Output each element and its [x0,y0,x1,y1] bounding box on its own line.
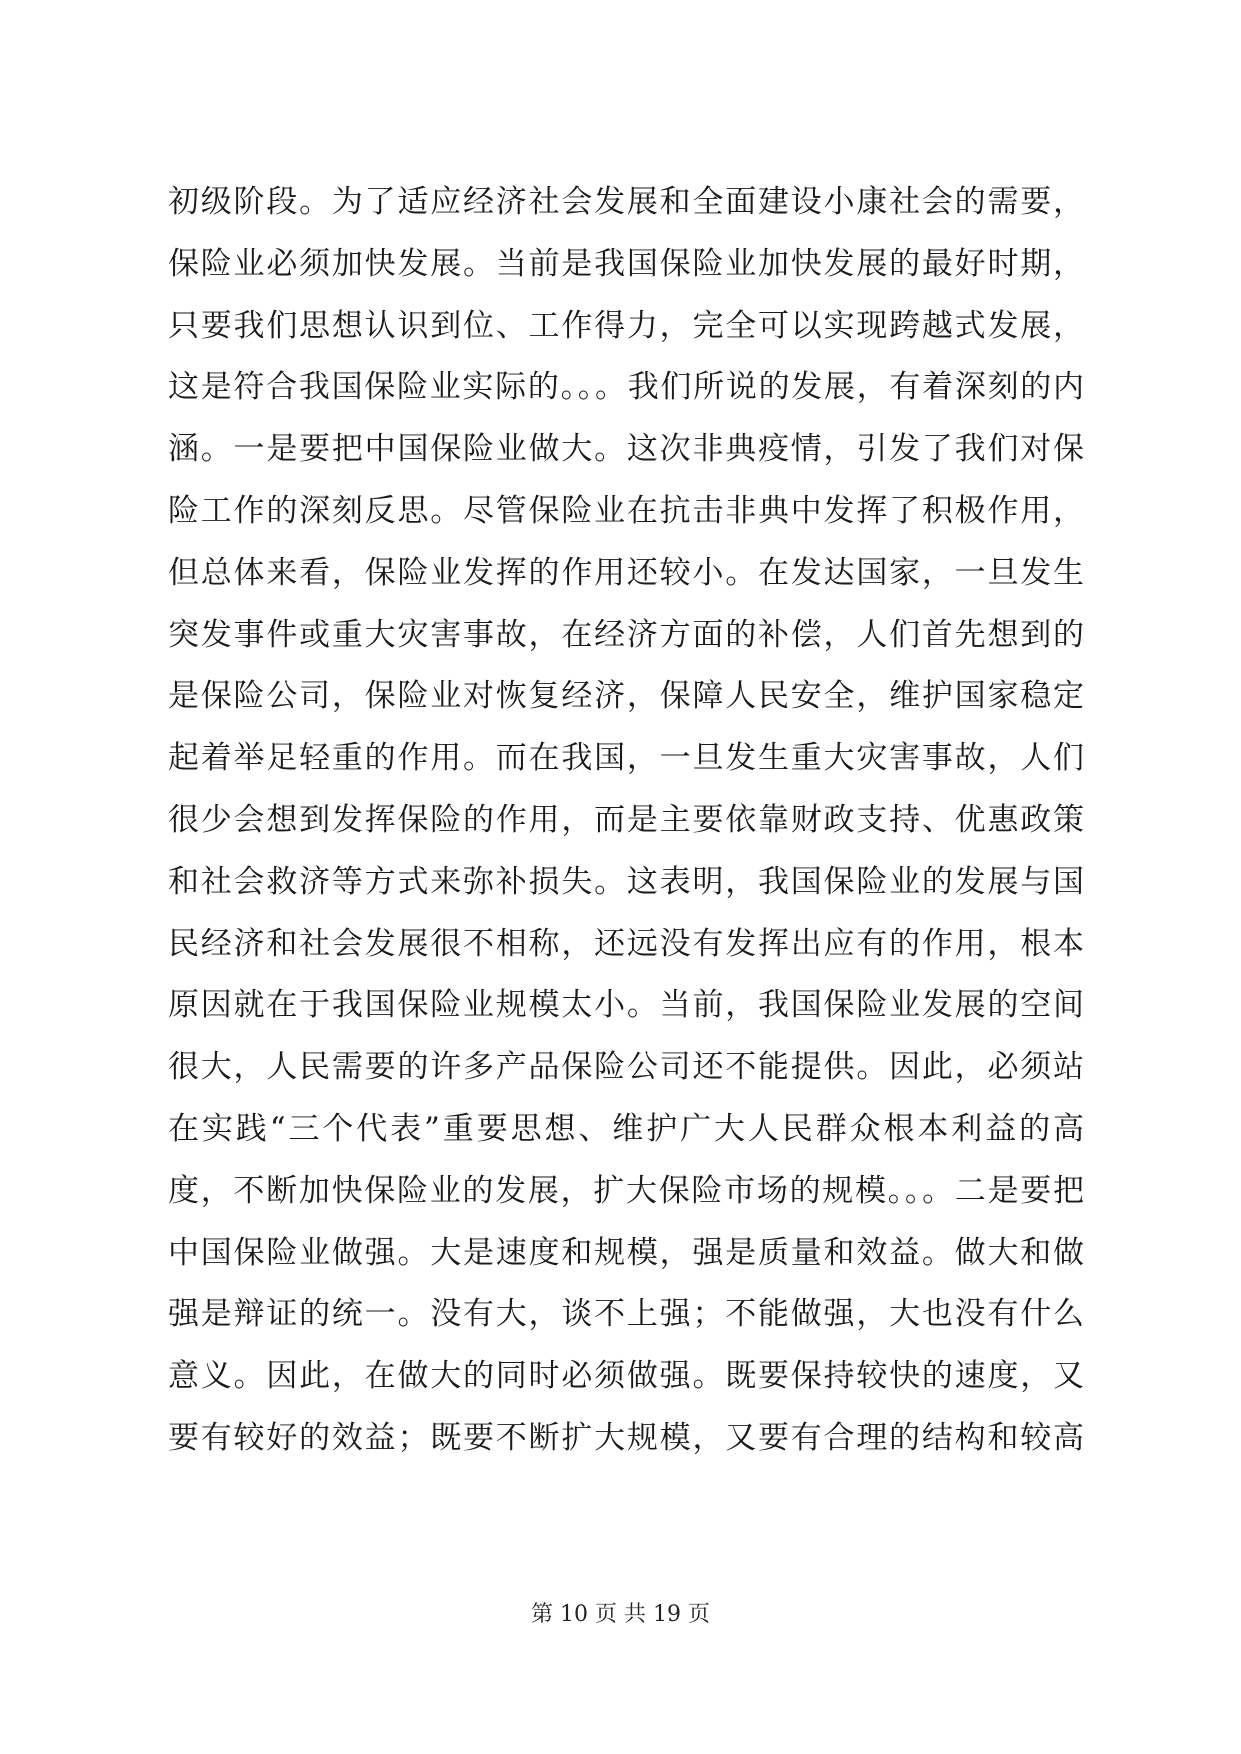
text-line-7: 但总体来看，保险业发挥的作用还较小。在发达国家，一旦发生 [168,554,1084,591]
text-line-6: 险工作的深刻反思。尽管保险业在抗击非典中发挥了积极作用， [168,492,1084,529]
text-line-1: 初级阶段。为了适应经济社会发展和全面建设小康社会的需要， [168,184,1084,220]
text-line-16: 在实践“三个代表”重要思想、维护广大人民群众根本利益的高 [168,1110,1084,1147]
page-footer: 第 10 页 共 19 页 [531,1602,710,1627]
text-line-12: 和社会救济等方式来弥补损失。这表明，我国保险业的发展与国 [168,863,1084,900]
text-line-10: 起着举足轻重的作用。而在我国，一旦发生重大灾害事故，人们 [168,740,1084,777]
text-line-9: 是保险公司，保险业对恢复经济，保障人民安全，维护国家稳定 [168,678,1084,715]
text-line-2: 保险业必须加快发展。当前是我国保险业加快发展的最好时期， [168,245,1084,282]
text-line-14: 原因就在于我国保险业规模太小。当前，我国保险业发展的空间 [168,987,1084,1024]
text-line-21: 要有较好的效益；既要不断扩大规模，又要有合理的结构和较高 [168,1419,1084,1456]
text-line-5: 涵。一是要把中国保险业做大。这次非典疫情，引发了我们对保 [168,431,1084,468]
text-line-17: 度，不断加快保险业的发展，扩大保险市场的规模。。。二是要把 [168,1172,1084,1209]
text-line-18: 中国保险业做强。大是速度和规模，强是质量和效益。做大和做 [168,1234,1084,1271]
text-line-3: 只要我们思想认识到位、工作得力，完全可以实现跨越式发展， [168,307,1084,344]
text-line-15: 很大，人民需要的许多产品保险公司还不能提供。因此，必须站 [168,1049,1084,1086]
text-line-8: 突发事件或重大灾害事故，在经济方面的补偿，人们首先想到的 [168,616,1084,653]
text-line-4: 这是符合我国保险业实际的。。。我们所说的发展，有着深刻的内 [168,369,1084,406]
text-line-13: 民经济和社会发展很不相称，还远没有发挥出应有的作用，根本 [168,925,1084,962]
text-line-20: 意义。因此，在做大的同时必须做强。既要保持较快的速度，又 [168,1358,1084,1395]
text-line-19: 强是辩证的统一。没有大，谈不上强；不能做强，大也没有什么 [168,1296,1084,1333]
body-text [168,172,1084,1470]
text-line-11: 很少会想到发挥保险的作用，而是主要依靠财政支持、优惠政策 [168,801,1084,838]
